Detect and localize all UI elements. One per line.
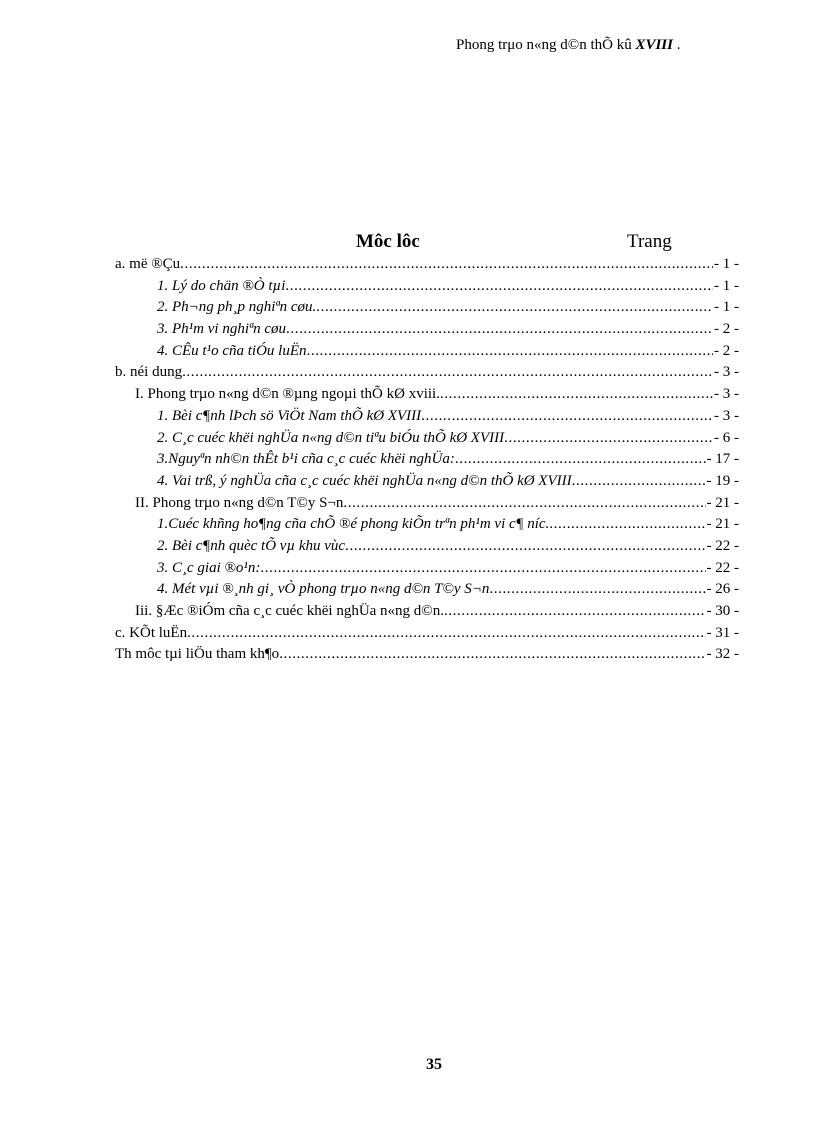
- toc-entry[interactable]: [115, 430, 739, 452]
- toc-entry-leader: [286, 321, 713, 338]
- toc-entry[interactable]: [115, 321, 739, 343]
- toc-entry[interactable]: [115, 256, 739, 278]
- toc-entry-page: - 21 -: [706, 494, 739, 511]
- toc-entry-label: 2. Ph¬ng ph¸p nghiªn cøu.: [157, 299, 317, 316]
- toc-entry-label: b. néi dung: [115, 364, 183, 381]
- toc-entry-label: Th môc tµi liÖu tham kh¶o: [115, 646, 280, 663]
- toc-entry-page: - 1 -: [714, 277, 739, 294]
- toc-entry-leader: [285, 278, 713, 295]
- toc-entry-leader: [504, 430, 713, 447]
- toc-entry-page: - 26 -: [706, 581, 739, 598]
- toc-entry-page: - 22 -: [706, 559, 739, 576]
- toc-entry[interactable]: [115, 278, 739, 300]
- toc-entry-label: 4. Vai trß, ý nghÜa cña c¸c cuéc khëi nghÜa n«ng d©n thÕ kØ XVIII: [157, 472, 572, 489]
- toc-entry[interactable]: [115, 516, 739, 538]
- toc-entry-page: - 6 -: [714, 429, 739, 446]
- toc-entry[interactable]: [115, 603, 739, 625]
- toc-entry[interactable]: [115, 646, 739, 668]
- toc-entry-label: I. Phong trµo n«ng d©n ®µng ngoµi thÕ kØ xviii.: [135, 386, 440, 403]
- toc-entry[interactable]: [115, 451, 739, 473]
- toc-entry[interactable]: [115, 538, 739, 560]
- table-of-contents: [115, 256, 739, 668]
- toc-entry-leader: [182, 364, 713, 381]
- toc-entry-label: 3. C¸c giai ®o¹n:: [157, 559, 261, 576]
- toc-entry-leader: [345, 538, 705, 555]
- toc-entry-page: - 21 -: [706, 516, 739, 533]
- toc-entry-page: - 17 -: [706, 451, 739, 468]
- toc-entry-page: - 30 -: [706, 603, 739, 619]
- running-header-emphasis: XVIII: [635, 37, 673, 53]
- toc-entry-label: Iii. §Æc ®iÓm cña c¸c cuéc khëi nghÜa n«ng d©n.: [135, 603, 444, 619]
- toc-entry-leader: [572, 473, 706, 490]
- running-header-text: Phong trμo n«ng d©n thÕ kû: [456, 37, 636, 53]
- toc-entry-page: - 1 -: [714, 299, 739, 316]
- toc-entry[interactable]: [115, 343, 739, 365]
- toc-entry-page: - 32 -: [706, 646, 739, 663]
- toc-entry-page: - 3 -: [714, 364, 739, 381]
- toc-entry-label: 4. Mét vµi ®¸nh gi¸ vÒ phong trµo n«ng d©n T©y S¬n: [157, 581, 490, 598]
- toc-entry-leader: [180, 256, 713, 273]
- toc-entry-leader: [279, 646, 705, 663]
- toc-entry-leader: [421, 408, 713, 425]
- toc-entry-label: 3. Ph¹m vi nghiªn cøu: [157, 321, 287, 338]
- toc-entry-leader: [316, 299, 713, 316]
- toc-entry-label: 2. Bèi c¶nh quèc tÕ vµ khu vùc: [157, 537, 346, 554]
- toc-entry[interactable]: [115, 581, 739, 603]
- toc-entry-leader: [343, 495, 705, 512]
- toc-entry-label: 1. Lý do chän ®Ò tµi: [157, 277, 286, 294]
- toc-entry-leader: [455, 451, 706, 468]
- toc-entry-leader: [444, 603, 706, 620]
- toc-entry[interactable]: [115, 386, 739, 408]
- toc-entry-label: 2. C¸c cuéc khëi nghÜa n«ng d©n tiªu biÓu thÕ kØ XVIII: [157, 429, 505, 446]
- toc-entry-page: - 2 -: [714, 342, 739, 359]
- toc-entry-page: - 1 -: [714, 256, 739, 272]
- toc-entry-leader: [440, 386, 713, 403]
- toc-entry-leader: [187, 625, 705, 642]
- running-header: [456, 37, 680, 54]
- toc-entry[interactable]: [115, 560, 739, 582]
- toc-entry-page: - 31 -: [706, 624, 739, 641]
- page-number: 35: [426, 1056, 442, 1073]
- toc-entry-page: - 19 -: [706, 472, 739, 489]
- toc-entry-label: 4. CÊu t¹o cña tiÓu luËn: [157, 342, 307, 359]
- toc-entry-leader: [260, 560, 705, 577]
- toc-entry[interactable]: [115, 408, 739, 430]
- toc-entry-label: II. Phong trµo n«ng d©n T©y S¬n: [135, 494, 344, 511]
- toc-entry[interactable]: [115, 625, 739, 647]
- toc-entry-leader: [489, 581, 705, 598]
- toc-entry-page: - 3 -: [714, 386, 739, 403]
- toc-entry-label: a. më ®Çu: [115, 256, 181, 272]
- toc-entry-label: c. KÕt luËn: [115, 624, 188, 641]
- toc-title: Môc lôc: [356, 231, 420, 252]
- toc-entry-page: - 2 -: [714, 321, 739, 338]
- toc-entry-page: - 3 -: [714, 407, 739, 424]
- toc-entry[interactable]: [115, 364, 739, 386]
- toc-entry-label: 1. Bèi c¶nh lÞch sö ViÖt Nam thÕ kØ XVIII: [157, 407, 422, 424]
- toc-entry-leader: [549, 516, 705, 533]
- toc-entry-label: 1.Cuéc khñng ho¶ng cña chÕ ®é phong kiÕn trªn ph¹m vi c¶ níc.: [157, 516, 550, 533]
- toc-entry-page: - 22 -: [706, 537, 739, 554]
- toc-page-column-label: Trang: [627, 231, 672, 252]
- running-header-suffix: .: [672, 37, 681, 53]
- toc-entry[interactable]: [115, 299, 739, 321]
- toc-entry[interactable]: [115, 495, 739, 517]
- toc-entry[interactable]: [115, 473, 739, 495]
- toc-entry-leader: [307, 343, 714, 360]
- toc-entry-label: 3.Nguyªn nh©n thÊt b¹i cña c¸c cuéc khëi nghÜa:: [157, 451, 455, 468]
